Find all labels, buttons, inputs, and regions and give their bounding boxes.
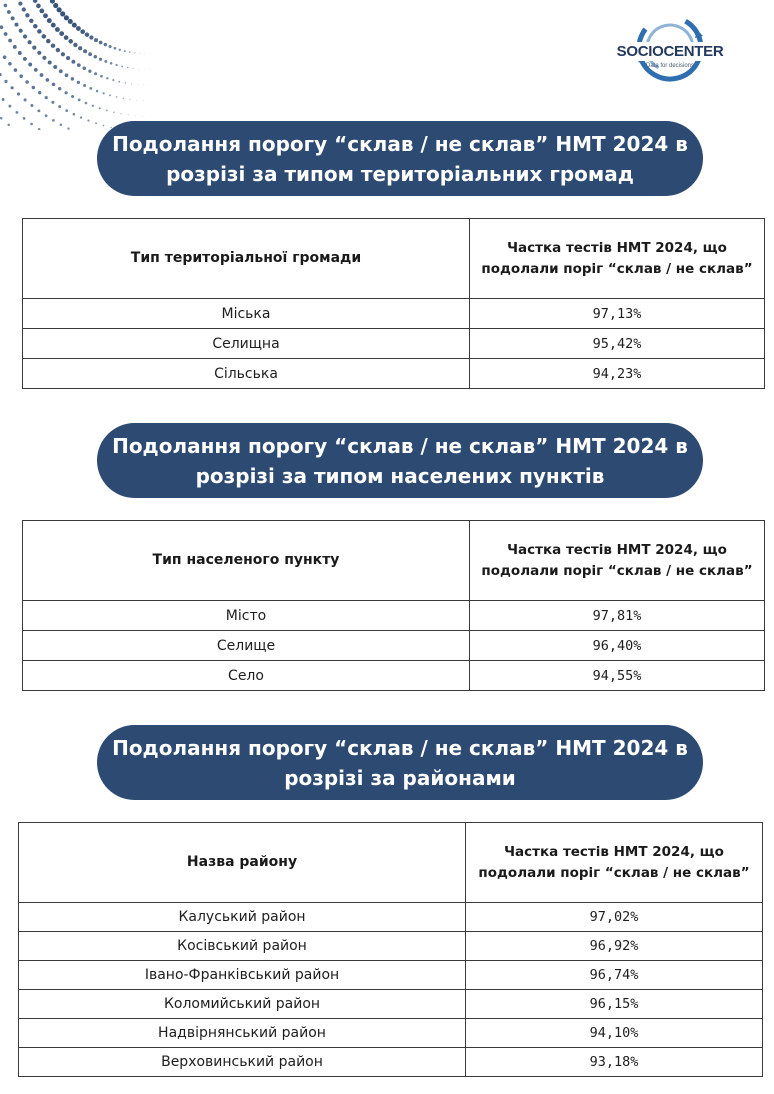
column-header-district: Назва району — [19, 823, 466, 903]
halftone-dot — [129, 99, 130, 100]
halftone-dot — [64, 15, 69, 20]
halftone-dot — [17, 92, 20, 95]
halftone-dot — [106, 109, 108, 111]
row-name: Надвірнянський район — [19, 1019, 466, 1048]
halftone-dot — [95, 122, 97, 124]
halftone-dot — [83, 49, 87, 53]
halftone-dot — [24, 98, 27, 101]
halftone-dot — [136, 100, 137, 101]
halftone-dot — [19, 29, 23, 33]
halftone-dot — [0, 117, 2, 120]
halftone-dot — [0, 73, 2, 76]
halftone-dot — [118, 81, 120, 83]
halftone-dot — [48, 60, 52, 64]
section-title-line: розрізі за типом населених пунктів — [195, 464, 605, 488]
halftone-dot — [38, 128, 41, 130]
halftone-dot — [83, 67, 87, 71]
halftone-dot — [92, 105, 94, 107]
halftone-dot — [119, 49, 121, 51]
row-value: 97,13% — [470, 299, 765, 329]
logo-tagline: Data for decisions — [645, 63, 695, 69]
halftone-dot — [10, 86, 13, 89]
halftone-dot — [25, 13, 29, 17]
halftone-dot — [94, 55, 98, 59]
halftone-dot — [30, 104, 33, 107]
row-name: Коломийський район — [19, 990, 466, 1019]
halftone-dot — [72, 23, 77, 28]
row-value: 96,15% — [466, 990, 763, 1019]
halftone-dot — [144, 85, 145, 86]
halftone-dot — [68, 39, 73, 44]
halftone-dot — [36, 4, 41, 9]
districts-table — [18, 822, 763, 1077]
halftone-dot — [38, 91, 41, 94]
halftone-dot — [23, 34, 27, 38]
halftone-dot — [150, 101, 151, 102]
halftone-dot — [4, 80, 7, 83]
halftone-dot — [110, 62, 113, 65]
halftone-dot — [16, 111, 19, 114]
halftone-dot — [40, 73, 44, 77]
table-row — [23, 601, 765, 631]
row-name: Село — [23, 661, 470, 691]
halftone-dot — [143, 100, 144, 101]
halftone-dot — [131, 83, 132, 84]
row-value: 97,81% — [470, 601, 765, 631]
halftone-dot — [71, 95, 74, 98]
halftone-dot — [139, 53, 140, 54]
communities-table — [22, 218, 765, 389]
halftone-dot — [50, 0, 55, 4]
halftone-dot — [0, 25, 3, 29]
halftone-dot — [45, 114, 48, 117]
row-name: Місто — [23, 601, 470, 631]
halftone-dot — [89, 35, 93, 39]
halftone-dot — [113, 111, 115, 113]
table-row — [23, 359, 765, 389]
row-value: 93,18% — [466, 1048, 763, 1077]
row-name: Селищна — [23, 329, 470, 359]
row-value: 94,55% — [470, 661, 765, 691]
halftone-dot — [3, 55, 7, 59]
halftone-dot — [128, 114, 129, 115]
halftone-dot — [150, 85, 151, 86]
section-title-banner — [97, 121, 703, 196]
halftone-dot — [71, 60, 75, 64]
halftone-dot — [42, 34, 47, 39]
halftone-dot — [8, 62, 12, 66]
halftone-dot — [109, 45, 112, 48]
halftone-dot — [120, 113, 121, 114]
halftone-dot — [51, 43, 55, 47]
halftone-dot — [104, 43, 107, 46]
halftone-dot — [39, 9, 44, 14]
halftone-dot — [100, 75, 103, 78]
halftone-dot — [55, 27, 60, 32]
halftone-dot — [52, 119, 55, 122]
halftone-dot — [28, 63, 32, 67]
halftone-dot — [114, 47, 117, 50]
halftone-dot — [134, 52, 135, 53]
row-name: Калуський район — [19, 903, 466, 932]
halftone-dot — [52, 83, 56, 87]
section-title-line: розрізі за районами — [284, 766, 516, 790]
halftone-dot — [32, 45, 36, 49]
halftone-dot — [67, 127, 69, 129]
halftone-dot — [51, 23, 56, 28]
halftone-dot — [66, 56, 70, 60]
halftone-dot — [37, 29, 42, 34]
halftone-dot — [94, 38, 98, 42]
halftone-dot — [23, 57, 27, 61]
table-header-row — [19, 823, 763, 903]
halftone-dot — [78, 98, 81, 101]
table-row — [19, 1019, 763, 1048]
halftone-dot — [127, 67, 129, 69]
halftone-dot — [51, 101, 54, 104]
section-title-line: Подолання порогу “склав / не склав” НМТ 2024 в — [112, 736, 688, 760]
halftone-dot — [45, 96, 48, 99]
halftone-dot — [71, 77, 74, 80]
halftone-dot — [85, 102, 88, 105]
table-row — [23, 631, 765, 661]
column-header-type: Тип територіальної громади — [23, 219, 470, 299]
halftone-dot — [77, 63, 81, 67]
halftone-dot — [42, 56, 46, 60]
row-name: Верховинський район — [19, 1048, 466, 1077]
halftone-dot — [56, 48, 60, 52]
row-value: 94,23% — [470, 359, 765, 389]
halftone-dot — [150, 54, 151, 55]
section-title-line: розрізі за типом територіальних громад — [166, 162, 634, 186]
halftone-dot — [85, 32, 90, 37]
halftone-dot — [47, 18, 52, 23]
halftone-dot — [80, 29, 85, 34]
halftone-dot — [89, 87, 92, 90]
halftone-dot — [123, 98, 124, 99]
halftone-dot — [13, 45, 17, 49]
section-title-banner — [97, 423, 703, 498]
row-name: Міська — [23, 299, 470, 329]
table-row — [19, 990, 763, 1019]
row-value: 96,92% — [466, 932, 763, 961]
halftone-dot — [43, 13, 48, 18]
column-header-type: Тип населеного пункту — [23, 521, 470, 601]
halftone-dot — [60, 123, 63, 126]
halftone-dot — [142, 116, 143, 117]
halftone-dot — [112, 79, 114, 81]
halftone-dot — [121, 65, 123, 67]
halftone-dot — [125, 82, 126, 83]
halftone-dot — [116, 96, 118, 98]
halftone-dot — [65, 109, 68, 112]
halftone-dot — [11, 16, 15, 20]
halftone-dot — [19, 74, 23, 78]
halftone-dot — [78, 46, 82, 50]
halftone-dot — [99, 107, 101, 109]
halftone-dot — [102, 92, 104, 94]
halftone-dot — [46, 39, 51, 44]
halftone-dot — [7, 10, 11, 14]
halftone-dot — [53, 3, 58, 8]
halftone-dot — [59, 31, 64, 36]
sociocenter-logo — [612, 12, 728, 98]
halftone-dot — [73, 113, 76, 116]
halftone-dot — [77, 81, 80, 84]
halftone-dot — [76, 26, 81, 31]
table-row — [23, 329, 765, 359]
halftone-dot — [14, 68, 18, 72]
halftone-dot — [58, 105, 61, 108]
halftone-dot — [30, 123, 33, 126]
halftone-dot — [68, 19, 73, 24]
section-title-line: Подолання порогу “склав / не склав” НМТ 2024 в — [112, 132, 688, 156]
column-header-share: Частка тестів НМТ 2024, що подолали поріг “склав / не склав” — [470, 219, 765, 299]
halftone-dot — [144, 69, 145, 70]
halftone-dot — [96, 90, 99, 93]
halftone-dot — [58, 87, 61, 90]
halftone-dot — [94, 72, 97, 75]
column-header-share: Частка тестів НМТ 2024, що подолали поріг “склав / не склав” — [470, 521, 765, 601]
halftone-dot — [7, 124, 10, 127]
halftone-dot — [8, 39, 12, 43]
halftone-dot — [115, 64, 117, 66]
halftone-dot — [65, 91, 68, 94]
halftone-dot — [109, 94, 111, 96]
halftone-dot — [129, 51, 131, 53]
halftone-dot — [150, 116, 151, 117]
halftone-dot — [4, 32, 8, 36]
halftone-dot — [64, 35, 69, 40]
halftone-dot — [99, 41, 103, 45]
row-value: 96,74% — [466, 961, 763, 990]
halftone-dot — [25, 80, 29, 84]
halftone-dot — [8, 105, 11, 108]
halftone-dot — [73, 43, 77, 47]
halftone-dot — [57, 7, 62, 12]
halftone-dot — [32, 86, 35, 89]
halftone-dot — [4, 4, 8, 8]
row-value: 96,40% — [470, 631, 765, 661]
halftone-dot — [65, 73, 69, 77]
halftone-dot — [104, 60, 107, 63]
halftone-dot — [138, 69, 139, 70]
halftone-dot — [37, 51, 41, 55]
column-header-share: Частка тестів НМТ 2024, що подолали поріг “склав / не склав” — [466, 823, 763, 903]
halftone-dot — [87, 120, 89, 122]
section-title-banner — [97, 725, 703, 800]
halftone-dot — [88, 52, 92, 56]
settlements-table — [22, 520, 765, 691]
halftone-dot — [14, 23, 18, 27]
table-header-row — [23, 219, 765, 299]
halftone-dot — [22, 7, 26, 11]
row-name: Сільська — [23, 359, 470, 389]
halftone-dot — [23, 117, 26, 120]
halftone-dot — [18, 51, 22, 55]
row-name: Косівський район — [19, 932, 466, 961]
halftone-dot — [46, 78, 50, 82]
halftone-dot — [33, 24, 38, 29]
table-row — [23, 661, 765, 691]
halftone-dot — [80, 116, 82, 118]
table-row — [19, 903, 763, 932]
halftone-dot — [27, 40, 31, 44]
halftone-dot — [59, 69, 63, 73]
halftone-dot — [133, 68, 134, 69]
halftone-dot — [83, 84, 86, 87]
halftone-dot — [135, 115, 136, 116]
halftone-dot — [88, 70, 91, 73]
halftone-decoration — [0, 0, 260, 130]
halftone-dot — [137, 84, 138, 85]
row-name: Івано-Франківський район — [19, 961, 466, 990]
halftone-dot — [53, 65, 57, 69]
halftone-dot — [145, 54, 146, 55]
halftone-dot — [2, 98, 5, 101]
halftone-dot — [60, 11, 65, 16]
table-row — [19, 932, 763, 961]
row-value: 97,02% — [466, 903, 763, 932]
table-row — [19, 1048, 763, 1077]
row-value: 94,10% — [466, 1019, 763, 1048]
table-row — [23, 299, 765, 329]
logo-wordmark: SOCIOCENTER — [612, 42, 728, 61]
section-title-line: Подолання порогу “склав / не склав” НМТ 2024 в — [112, 434, 688, 458]
row-value: 95,42% — [470, 329, 765, 359]
halftone-dot — [33, 0, 38, 3]
halftone-dot — [99, 58, 102, 61]
table-row — [19, 961, 763, 990]
halftone-dot — [150, 69, 151, 70]
halftone-dot — [18, 2, 22, 6]
halftone-dot — [37, 109, 40, 112]
halftone-dot — [124, 50, 126, 52]
halftone-dot — [34, 68, 38, 72]
halftone-dot — [106, 77, 108, 79]
table-header-row — [23, 521, 765, 601]
row-name: Селище — [23, 631, 470, 661]
halftone-dot — [103, 125, 105, 127]
halftone-dot — [61, 52, 65, 56]
halftone-dot — [29, 19, 33, 23]
